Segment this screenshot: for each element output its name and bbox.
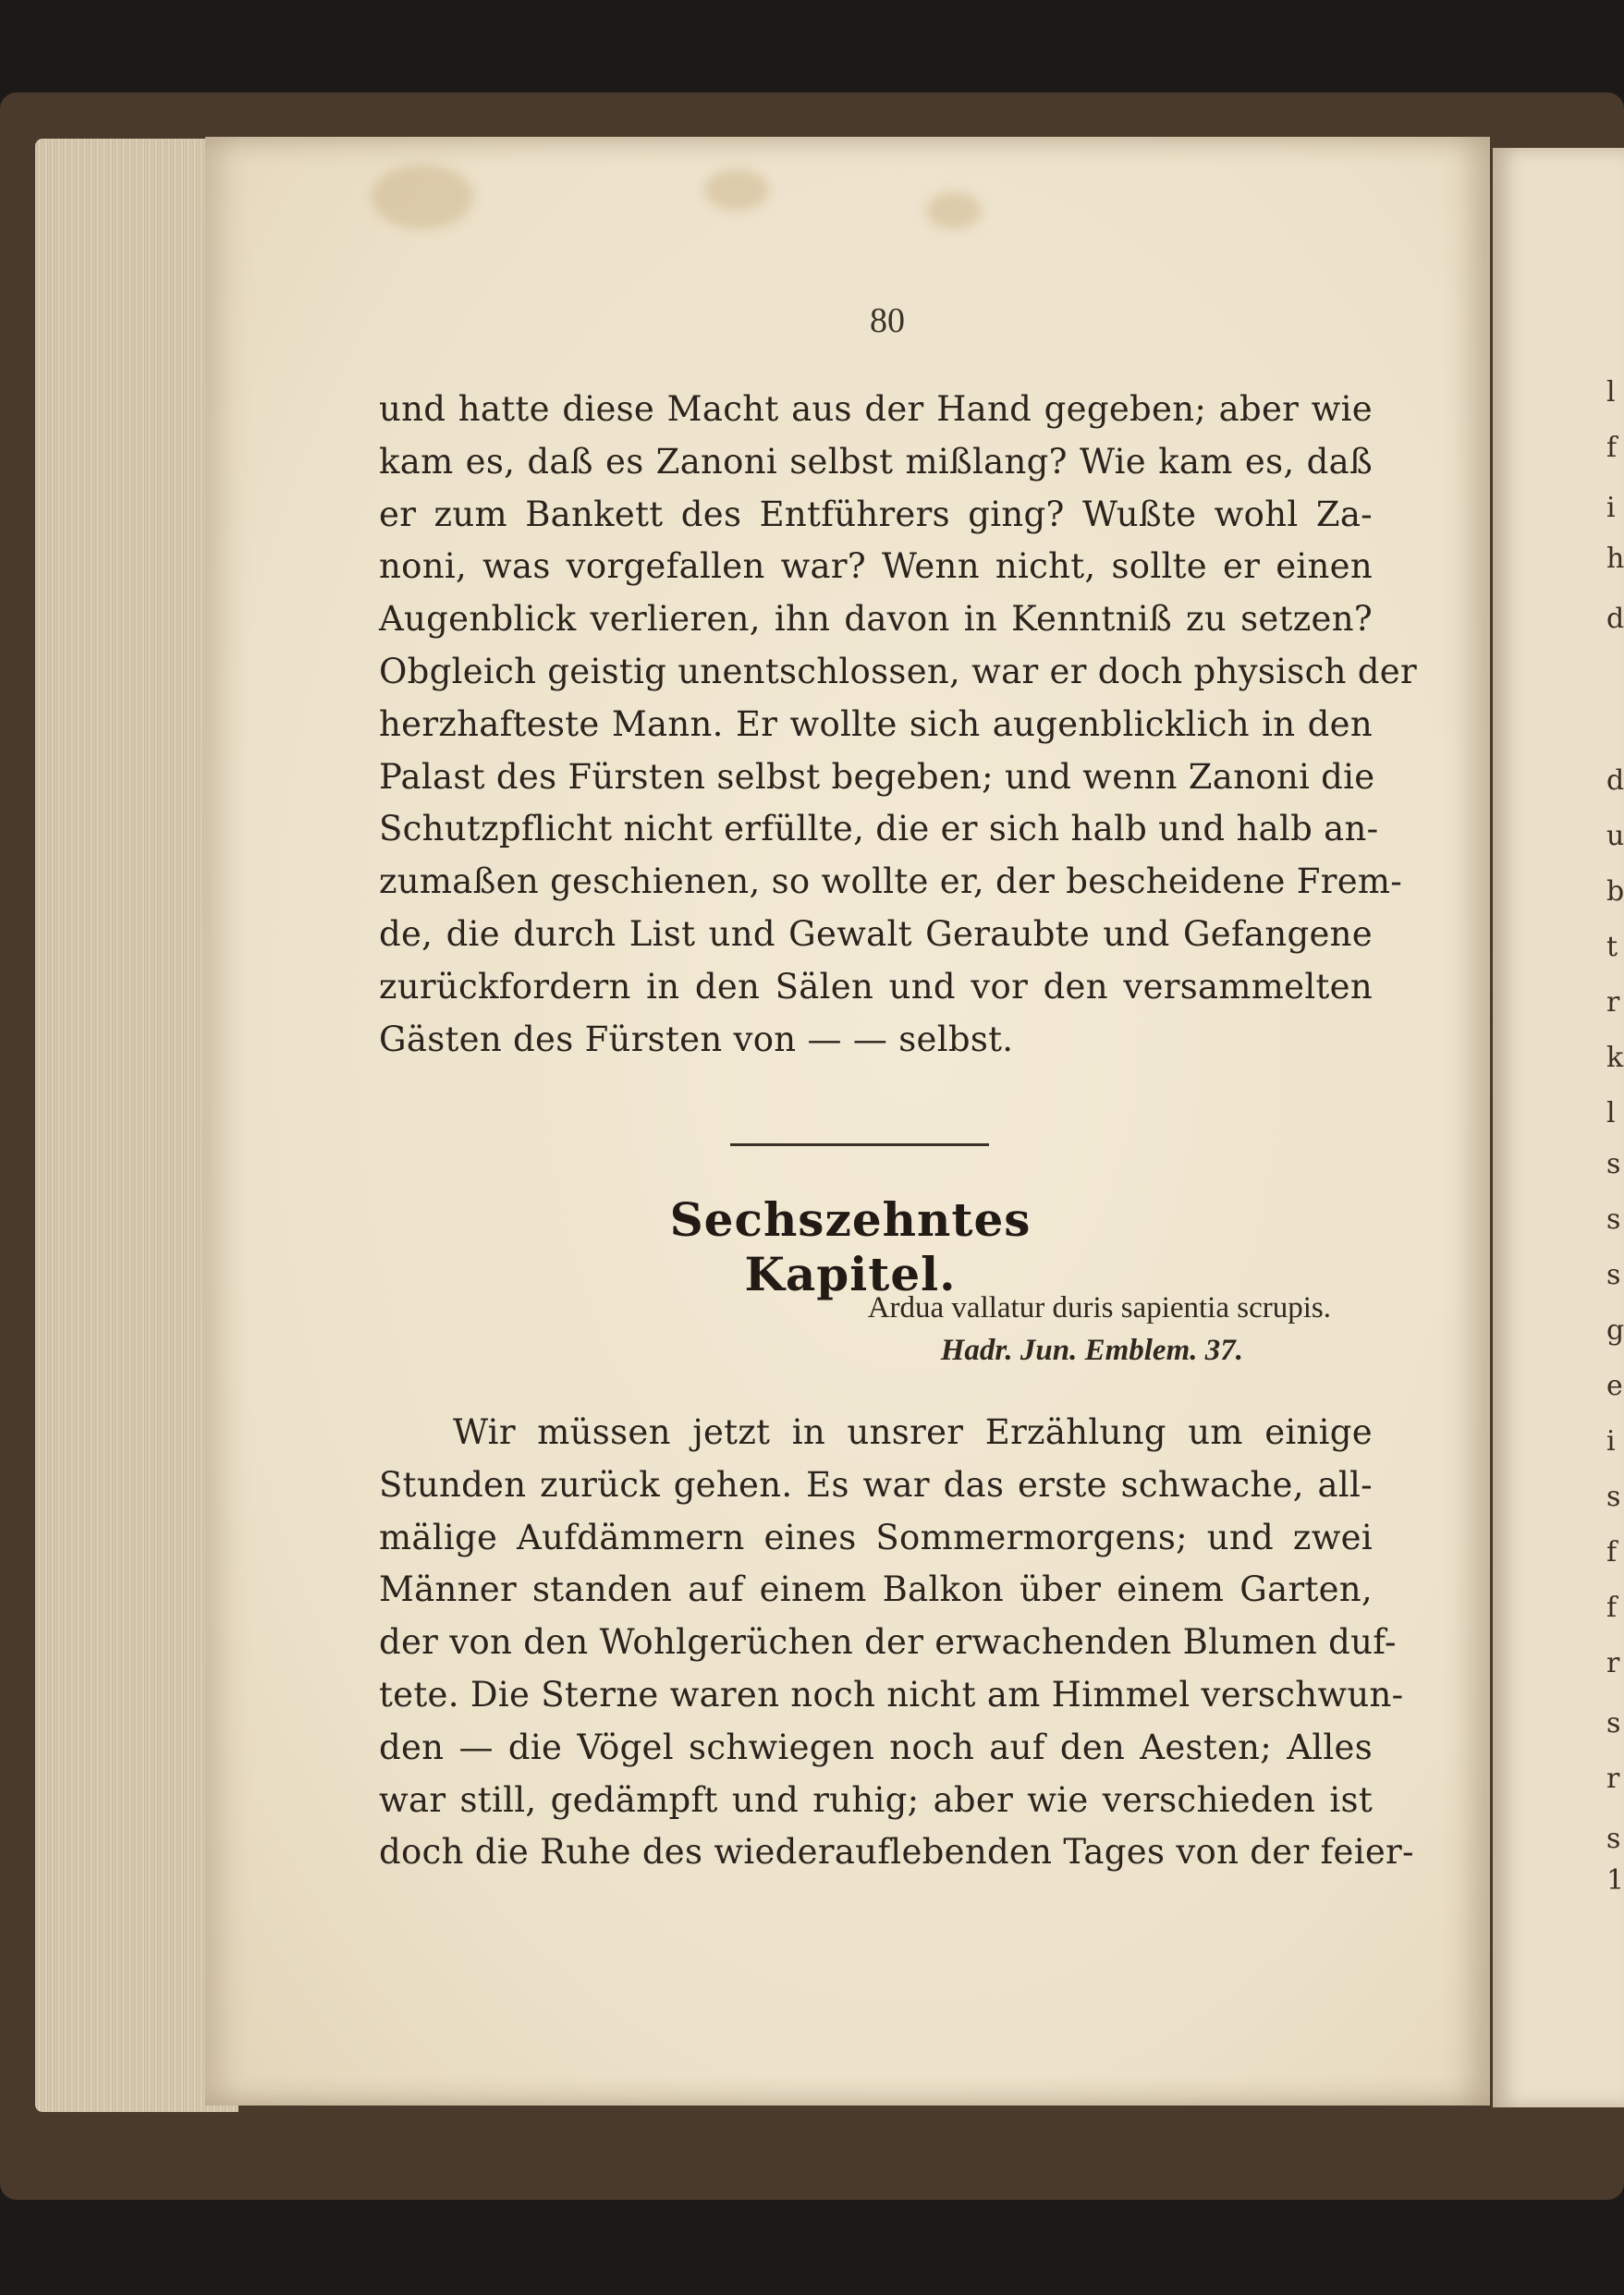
text-line: Augenblick verlieren, ihn davon in Kenntniß zu setzen? (379, 599, 1373, 640)
text-line: und hatte diese Macht aus der Hand gegeben; aber wie (379, 389, 1373, 429)
text-line: Männer standen auf einem Balkon über einem Garten, (379, 1569, 1373, 1610)
text-line: der von den Wohlgerüchen der erwachenden Blumen duf- (379, 1622, 1397, 1663)
facing-page-fragment: i (1606, 492, 1616, 524)
text-line: zumaßen geschienen, so wollte er, der bescheidene Frem- (379, 861, 1403, 902)
text-line: noni, was vorgefallen war? Wenn nicht, sollte er einen (379, 546, 1373, 587)
facing-page-fragment: s (1606, 1148, 1621, 1180)
text-line: Obgleich geistig unentschlossen, war er doch physisch der (379, 651, 1417, 691)
text-line: doch die Ruhe des wiederauflebenden Tages von der feier- (379, 1832, 1414, 1873)
page-stain (372, 165, 473, 229)
text-line: Palast des Fürsten selbst begeben; und wenn Zanoni die (379, 756, 1375, 797)
text-line: Wir müssen jetzt in unsrer Erzählung um einige (453, 1412, 1373, 1452)
text-line: war still, gedämpft und ruhig; aber wie verschieden ist (379, 1779, 1373, 1820)
text-line: de, die durch List und Gewalt Geraubte und Gefangene (379, 913, 1373, 954)
paragraph-top (379, 384, 1417, 1066)
facing-page-fragment: d (1606, 764, 1624, 797)
facing-page-fragment: d (1606, 603, 1624, 635)
next-page-edge (1493, 148, 1624, 2107)
facing-page-fragment: h (1606, 543, 1624, 575)
text-line: Schutzpflicht nicht erfüllte, die er sich halb und halb an- (379, 809, 1379, 849)
page-number: 80 (870, 301, 905, 340)
facing-page-fragment: i (1606, 1425, 1616, 1458)
epigraph (647, 1287, 1331, 1372)
facing-page-fragment: f (1606, 1536, 1618, 1569)
facing-page-fragment: l (1606, 1097, 1616, 1129)
facing-page-fragment: t (1606, 931, 1618, 963)
facing-page-fragment: l (1606, 376, 1616, 409)
facing-page-fragment: b (1606, 875, 1624, 908)
text-line: herzhafteste Mann. Er wollte sich augenblicklich in den (379, 703, 1373, 744)
text-line: Gästen des Fürsten von — — selbst. (379, 1019, 1014, 1059)
facing-page-fragment: f (1606, 432, 1618, 464)
facing-page-fragment: s (1606, 1481, 1621, 1513)
facing-page-fragment: s (1606, 1707, 1621, 1740)
facing-page-fragment: s (1606, 1823, 1621, 1855)
text-line: kam es, daß es Zanoni selbst mißlang? Wie kam es, daß (379, 441, 1373, 482)
facing-page-fragment: s (1606, 1259, 1621, 1291)
facing-page-fragment: 1 (1606, 1864, 1624, 1897)
chapter-divider (730, 1143, 989, 1146)
page-stain (926, 192, 982, 229)
text-line: zurückfordern in den Sälen und vor den versammelten (379, 966, 1373, 1007)
facing-page-fragment: r (1606, 986, 1620, 1019)
epigraph-source: Hadr. Jun. Emblem. 37. (940, 1334, 1243, 1367)
epigraph-quote: Ardua vallatur duris sapientia scrupis. (867, 1291, 1331, 1325)
facing-page-fragment: f (1606, 1592, 1618, 1624)
text-line: er zum Bankett des Entführers ging? Wußte wohl Za- (379, 494, 1373, 534)
facing-page-fragment: r (1606, 1763, 1620, 1795)
text-line: mälige Aufdämmern eines Sommermorgens; und zwei (379, 1517, 1373, 1557)
facing-page-fragment: s (1606, 1203, 1621, 1236)
facing-page-fragment: u (1606, 820, 1624, 852)
page-stain (704, 169, 769, 211)
paragraph-chapter-start (379, 1407, 1414, 1879)
facing-page-fragment: e (1606, 1370, 1623, 1402)
text-line: tete. Die Sterne waren noch nicht am Himmel verschwun- (379, 1674, 1404, 1715)
text-line: den — die Vögel schwiegen noch auf den Aesten; Alles (379, 1727, 1373, 1767)
chapter-heading: Sechszehntes Kapitel. (669, 1192, 1032, 1301)
text-line: Stunden zurück gehen. Es war das erste schwache, all- (379, 1464, 1373, 1505)
facing-page-fragment: g (1606, 1314, 1624, 1347)
facing-page-fragment: r (1606, 1647, 1620, 1679)
facing-page-fragment: k (1606, 1042, 1624, 1074)
